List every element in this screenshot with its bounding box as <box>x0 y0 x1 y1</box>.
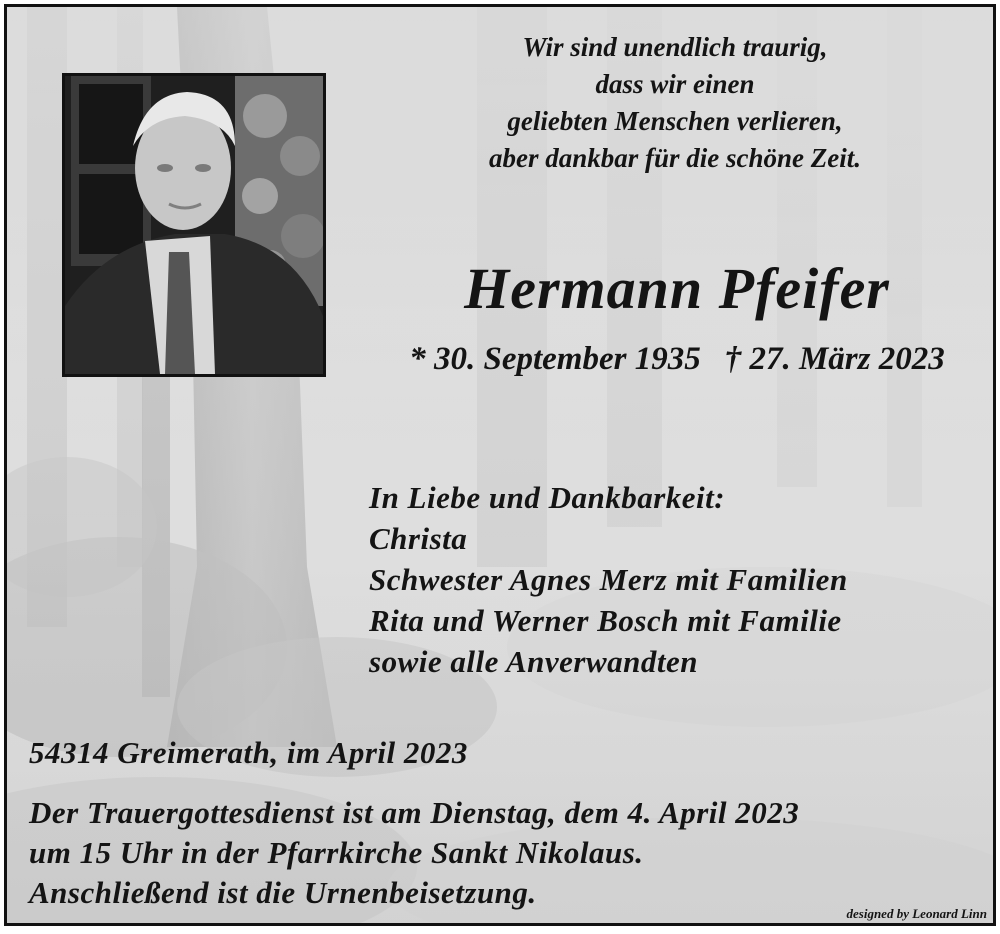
service-line: um 15 Uhr in der Pfarrkirche Sankt Nikolaus. <box>29 835 644 870</box>
service-line: Der Trauergottesdienst ist am Dienstag, dem 4. April 2023 <box>29 795 800 830</box>
birth-date: * 30. September 1935 <box>409 341 701 377</box>
designer-credit: designed by Leonard Linn <box>846 906 987 921</box>
mourner-entry: Schwester Agnes Merz mit Familien <box>369 562 848 597</box>
place-and-date: 54314 Greimerath, im April 2023 <box>29 735 468 770</box>
death-date: † 27. März 2023 <box>724 341 945 377</box>
quote-line: aber dankbar für die schöne Zeit. <box>488 143 861 173</box>
quote-line: geliebten Menschen verlieren, <box>507 106 843 136</box>
funeral-service-info <box>29 793 979 913</box>
mourners-heading: In Liebe und Dankbarkeit: <box>369 480 726 515</box>
obituary-notice <box>4 4 996 926</box>
quote-line: dass wir einen <box>595 69 755 99</box>
life-dates <box>367 337 987 381</box>
mourner-entry: sowie alle Anverwandten <box>369 644 698 679</box>
quote-line: Wir sind unendlich traurig, <box>522 32 828 62</box>
deceased-name: Hermann Pfeifer <box>464 256 890 321</box>
memorial-quote <box>385 29 965 177</box>
service-line: Anschließend ist die Urnenbeisetzung. <box>29 875 537 910</box>
mourners-list <box>369 477 979 682</box>
mourner-entry: Rita und Werner Bosch mit Familie <box>369 603 842 638</box>
mourner-entry: Christa <box>369 521 468 556</box>
portrait-photo <box>62 73 326 377</box>
